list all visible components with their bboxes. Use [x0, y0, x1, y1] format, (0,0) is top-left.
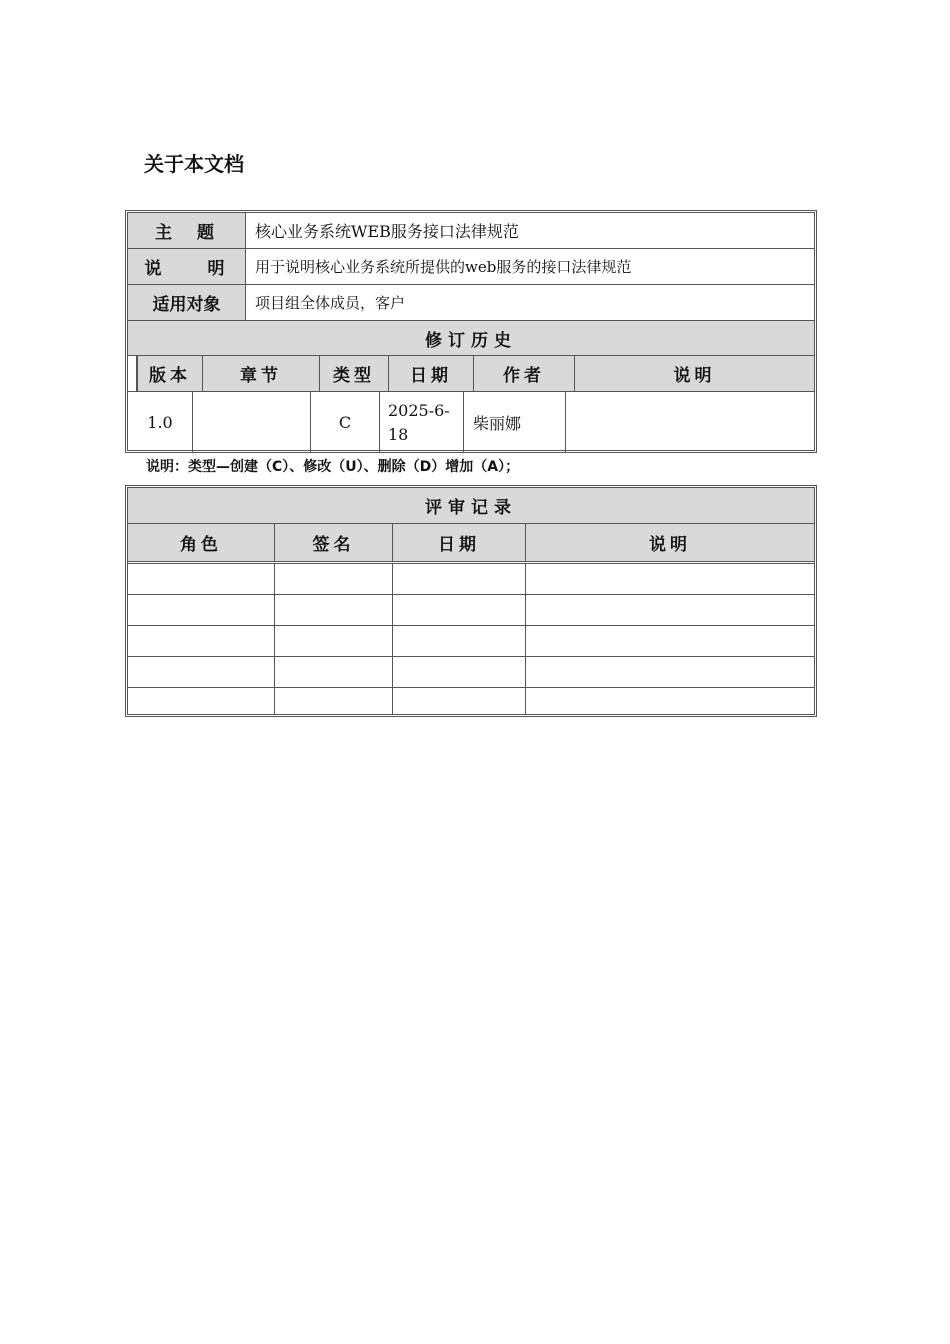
review-row: [128, 595, 814, 626]
description-label: 说 明: [128, 249, 246, 284]
review-signature-cell: [275, 564, 393, 594]
review-date-cell: [393, 657, 526, 687]
review-role-cell: [128, 626, 275, 656]
revision-version: 1.0: [128, 392, 193, 453]
review-signature-cell: [275, 688, 393, 714]
revision-col-date: 日期: [389, 356, 474, 391]
review-col-signature: 签名: [275, 524, 393, 561]
revision-col-chapter: 章节: [203, 356, 320, 391]
revision-date-line2: 18: [388, 424, 409, 444]
review-col-note: 说明: [526, 524, 814, 561]
revision-row: [128, 392, 814, 453]
review-note-cell: [526, 564, 814, 594]
revision-chapter: [193, 392, 311, 453]
review-title-row: [128, 488, 814, 524]
revision-col-version: 版本: [136, 356, 203, 391]
review-row: [128, 626, 814, 657]
review-role-cell: [128, 595, 275, 625]
revision-col-type: 类型: [320, 356, 389, 391]
page-title: 关于本文档: [144, 152, 244, 176]
review-note-cell: [526, 595, 814, 625]
review-signature-cell: [275, 657, 393, 687]
review-row: [128, 657, 814, 688]
revision-author: 柴丽娜: [464, 392, 566, 453]
review-date-cell: [393, 626, 526, 656]
audience-label: 适用对象: [128, 285, 246, 320]
revision-header-row: [128, 356, 814, 392]
revision-date-line1: 2025-6-: [388, 400, 450, 420]
audience-row: [128, 285, 814, 321]
review-role-cell: [128, 657, 275, 687]
subject-label: 主 题: [128, 213, 246, 248]
review-note-cell: [526, 626, 814, 656]
revision-title-row: [128, 321, 814, 356]
revision-title: 修订历史: [128, 321, 814, 355]
review-signature-cell: [275, 626, 393, 656]
document-info-table: [125, 210, 817, 453]
revision-date: [380, 392, 464, 453]
description-value: 用于说明核心业务系统所提供的web服务的接口法律规范: [255, 258, 632, 276]
review-table: [125, 485, 817, 717]
review-date-cell: [393, 688, 526, 714]
review-row: [128, 688, 814, 714]
review-row: [128, 564, 814, 595]
subject-value: 核心业务系统WEB服务接口法律规范: [255, 222, 519, 241]
revision-type: C: [311, 392, 380, 453]
description-row: [128, 249, 814, 285]
revision-col-note: 说明: [575, 356, 814, 391]
review-title: 评审记录: [128, 488, 814, 523]
review-role-cell: [128, 564, 275, 594]
review-date-cell: [393, 595, 526, 625]
review-note-cell: [526, 688, 814, 714]
revision-col-author: 作者: [474, 356, 575, 391]
review-role-cell: [128, 688, 275, 714]
review-col-date: 日期: [393, 524, 526, 561]
type-legend-note: 说明：类型—创建（C）、修改（U）、删除（D）增加（A）；: [146, 459, 520, 475]
audience-value: 项目组全体成员，客户: [255, 294, 406, 312]
subject-row: [128, 213, 814, 249]
review-header-row: [128, 524, 814, 564]
review-note-cell: [526, 657, 814, 687]
review-col-role: 角色: [128, 524, 275, 561]
review-signature-cell: [275, 595, 393, 625]
review-date-cell: [393, 564, 526, 594]
revision-note: [566, 392, 814, 453]
